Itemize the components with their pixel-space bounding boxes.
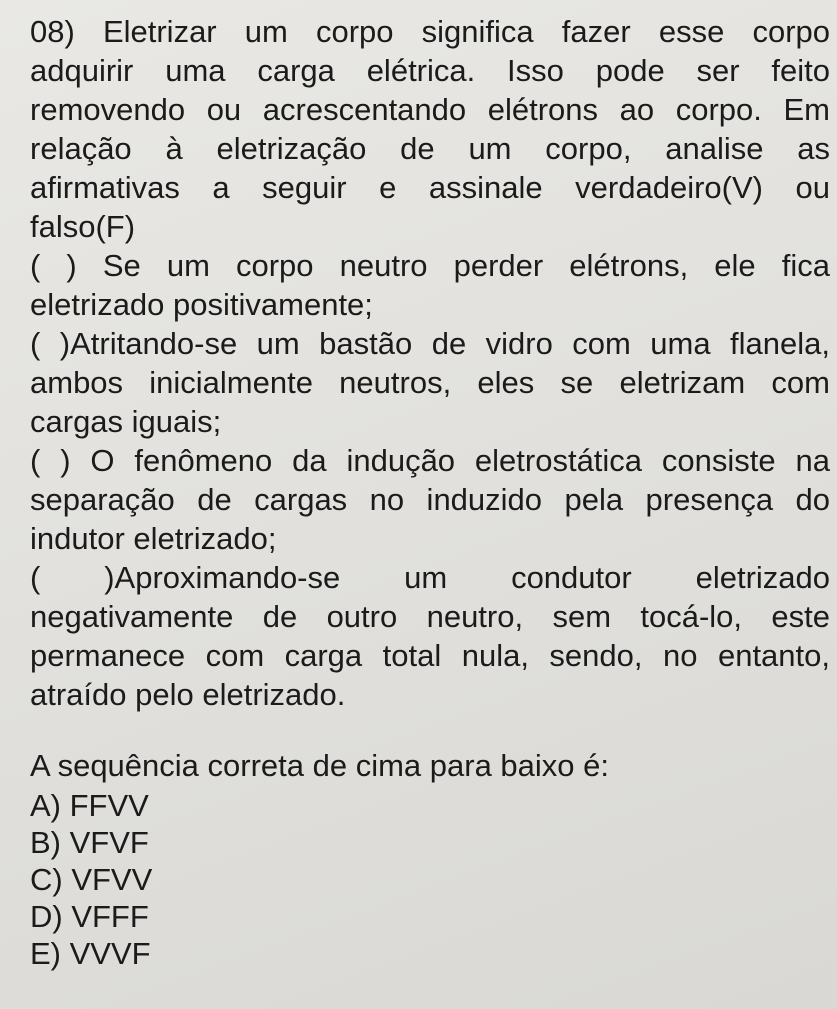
- answer-options: [30, 787, 830, 972]
- statement-item-4: [30, 558, 830, 714]
- statement-line: eletrizado positivamente;: [30, 287, 373, 322]
- option-b[interactable]: B) VFVF: [30, 825, 149, 860]
- statement-item-2: [30, 324, 830, 441]
- statement-line: negativamente de outro neutro, sem tocá-lo, este: [30, 599, 830, 634]
- question-statement: [30, 12, 830, 246]
- statement-line: atraído pelo eletrizado.: [30, 677, 346, 712]
- option-c[interactable]: C) VFVV: [30, 862, 153, 897]
- question-line: adquirir uma carga elétrica. Isso pode ser feito: [30, 53, 830, 88]
- option-a[interactable]: A) FFVV: [30, 788, 149, 823]
- option-d[interactable]: D) VFFF: [30, 899, 149, 934]
- statement-item-1: [30, 246, 830, 324]
- statement-line: ambos inicialmente neutros, eles se eletrizam com: [30, 365, 830, 400]
- statement-line: cargas iguais;: [30, 404, 222, 439]
- question-page: [30, 12, 830, 972]
- question-line: afirmativas a seguir e assinale verdadeiro(V) ou: [30, 170, 830, 205]
- question-line: 08) Eletrizar um corpo significa fazer esse corpo: [30, 14, 830, 49]
- statement-line: ( ) O fenômeno da indução eletrostática consiste na: [30, 443, 830, 478]
- statement-line: separação de cargas no induzido pela presença do: [30, 482, 830, 517]
- statement-item-3: [30, 441, 830, 558]
- question-line: relação à eletrização de um corpo, analise as: [30, 131, 830, 166]
- answer-prompt: A sequência correta de cima para baixo é:: [30, 748, 610, 783]
- option-e[interactable]: E) VVVF: [30, 936, 151, 971]
- statement-line: ( ) Se um corpo neutro perder elétrons, ele fica: [30, 248, 830, 283]
- question-line: removendo ou acrescentando elétrons ao corpo. Em: [30, 92, 830, 127]
- spacer: [30, 714, 830, 746]
- statement-line: ( )Atritando-se um bastão de vidro com uma flanela,: [30, 326, 830, 361]
- question-line: falso(F): [30, 209, 136, 244]
- statement-line: permanece com carga total nula, sendo, no entanto,: [30, 638, 830, 673]
- statement-line: ( )Aproximando-se um condutor eletrizado: [30, 560, 830, 595]
- statement-line: indutor eletrizado;: [30, 521, 277, 556]
